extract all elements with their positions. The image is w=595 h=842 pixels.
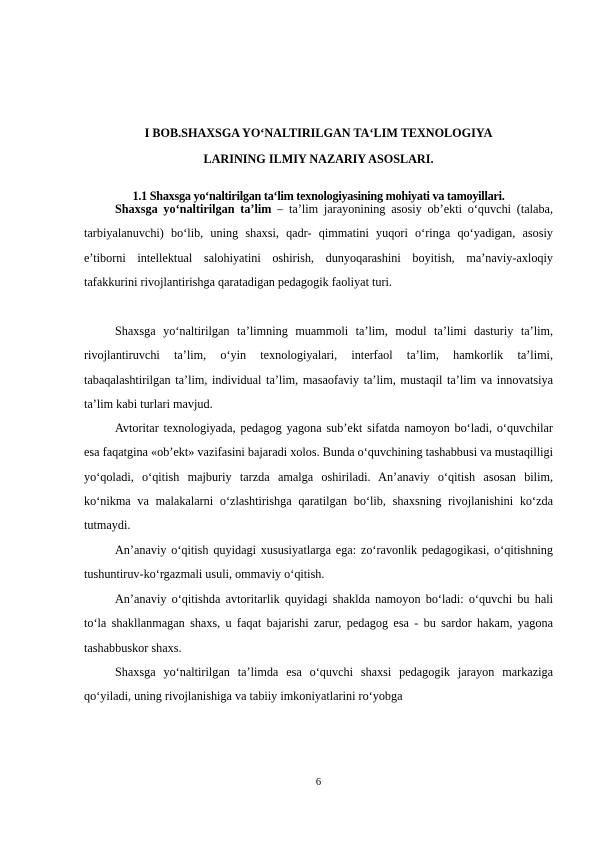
paragraph-authoritarian-form: An’anaviy o‘qitishda avtoritarlik quyidagi shaklda namoyon bo‘ladi: o‘quvchi bu hali to‘la shakllanmagan shaxs, u faqat bajarishi zarur, pedagog esa - bu sardor hakam, yagona tashabbuskor shaxs. [84,592,553,655]
paragraph-definition [84,197,553,294]
paragraph-student-centered: Shaxsga yo‘naltirilgan ta’limda esa o‘quvchi shaxsi pedagogik jarayon markaziga qo‘yiladi, uning rivojlanishiga va tabiiy imkoniyatlarini ro‘yobga [84,665,553,704]
term-bold: Shaxsga yo‘naltirilgan ta’lim [115,202,272,216]
paragraph-traditional-features: An’anaviy o‘qitish quyidagi xususiyatlarga ega: zo‘ravonlik pedagogikasi, o‘qitishning tushuntiruv-ko‘rgazmali usuli, ommaviy o‘qitish. [84,543,553,582]
paragraph-authoritarian: Avtoritar texnologiyada, pedagog yagona sub’ekt sifatda namoyon bo‘ladi, o‘quvchilar esa faqatgina «ob’ekt» vazifasini bajaradi xolos. Bunda o‘quvchining tashabbusi va mustaqilligi yo‘qoladi, o‘qitish majburiy tarzda amalga oshiriladi. An’anaviy o‘qitish asosan bilim, ko‘nikma va malakalarni o‘zlashtirishga qaratilgan bo‘lib, shaxsning rivojlanishini ko‘zda tutmaydi. [84,421,553,533]
page-number: 6 [315,777,322,788]
chapter-title-line2: LARINING ILMIY NAZARIY ASOSLARI. [203,152,434,166]
paragraph-types: Shaxsga yo‘naltirilgan ta’limning muammoli ta’lim, modul ta’limi dasturiy ta’lim, rivojlantiruvchi ta’lim, o‘yin texnologiyalari, interfaol ta’lim, hamkorlik ta’limi, tabaqalashtirilgan ta’lim, individual ta’lim, masaofaviy ta’lim, mustaqil ta’lim va innovatsiya ta’lim kabi turlari mavjud. [84,324,553,411]
definition-text: – ta’lim jarayonining asosiy ob’ekti o‘quvchi (talaba, tarbiyalanuvchi) bo‘lib, uning shaxsi, qadr- qimmatini yuqori o‘ringa qo‘yadigan, asosiy e’tiborni intellektual salohiyatini oshirish, dunyoqarashini boyitish, ma’naviy-axloqiy tafakkurini rivojlantirishga qaratadigan pedagogik faoliyat turi. [84,202,554,289]
section-title: 1.1 Shaxsga yo‘naltirilgan ta‘lim texnologiyasining mohiyati va tamoyillari. [132,189,505,204]
chapter-title-line1: I BOB.SHAXSGA YO‘NALTIRILGAN TA‘LIM TEXNOLOGIYA [144,126,493,140]
